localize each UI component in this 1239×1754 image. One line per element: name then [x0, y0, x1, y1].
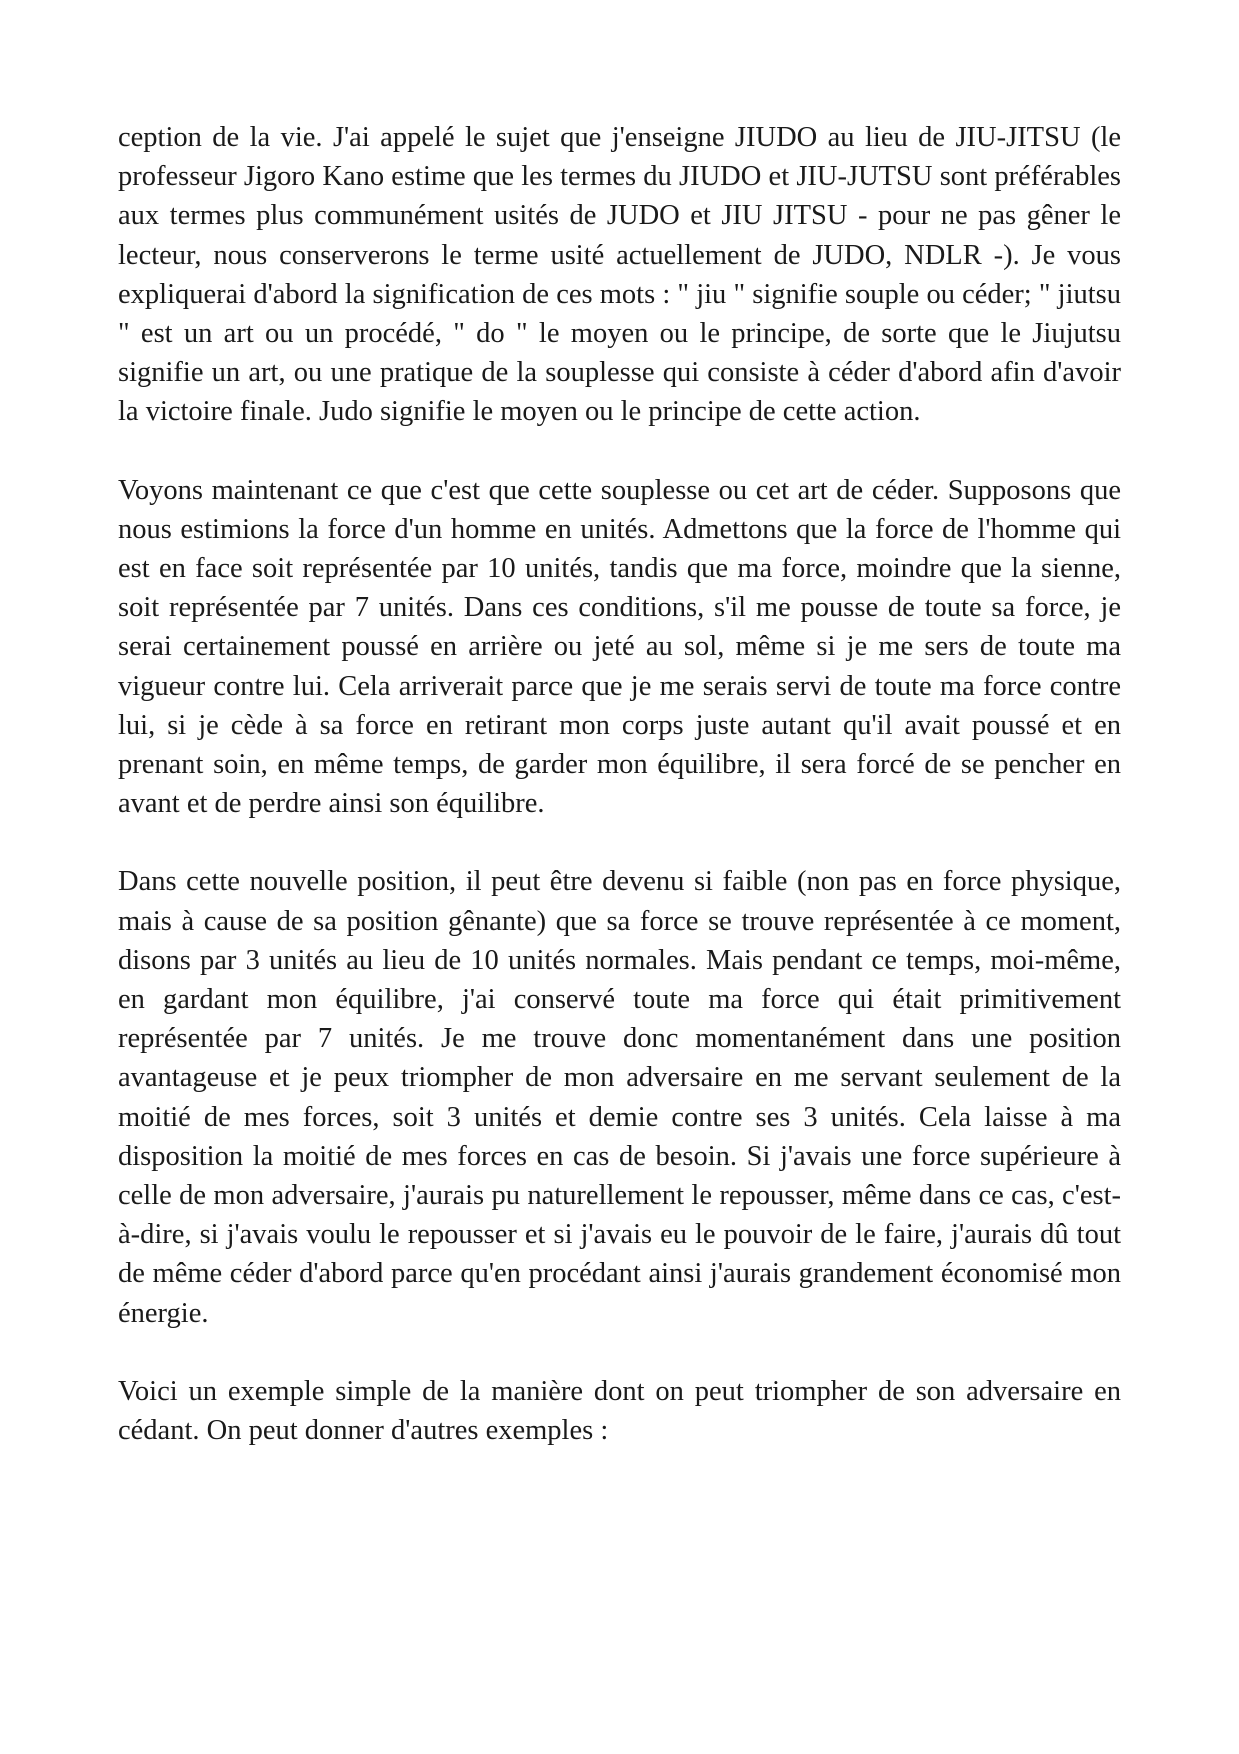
body-text: [118, 118, 1121, 1450]
paragraph-1: ception de la vie. J'ai appelé le sujet que j'enseigne JIUDO au lieu de JIU-JITSU (le professeur Jigoro Kano estime que les termes du JIUDO et JIU-JUTSU sont préférables aux termes plus communément usités de JUDO et JIU JITSU - pour ne pas gêner le lecteur, nous conserverons le terme usité actuellement de JUDO, NDLR -). Je vous expliquerai d'abord la signification de ces mots : " jiu " signifie souple ou céder; " jiutsu " est un art ou un procédé, " do " le moyen ou le principe, de sorte que le Jiujutsu signifie un art, ou une pratique de la souplesse qui consiste à céder d'abord afin d'avoir la victoire finale. Judo signifie le moyen ou le principe de cette action.: [118, 122, 1121, 428]
paragraph-4: Voici un exemple simple de la manière dont on peut triompher de son adversaire en cédant. On peut donner d'autres exemples :: [118, 1375, 1121, 1447]
paragraph-2: Voyons maintenant ce que c'est que cette souplesse ou cet art de céder. Supposons que nous estimions la force d'un homme en unités. Admettons que la force de l'homme qui est en face soit représentée par 10 unités, tandis que ma force, moindre que la sienne, soit représentée par 7 unités. Dans ces conditions, s'il me pousse de toute sa force, je serai certainement poussé en arrière ou jeté au sol, même si je me sers de toute ma vigueur contre lui. Cela arriverait parce que je me serais servi de toute ma force contre lui, si je cède à sa force en retirant mon corps juste autant qu'il avait poussé et en prenant soin, en même temps, de garder mon équilibre, il sera forcé de se pencher en avant et de perdre ainsi son équilibre.: [118, 474, 1121, 820]
paragraph-3: Dans cette nouvelle position, il peut être devenu si faible (non pas en force physique, mais à cause de sa position gênante) que sa force se trouve représentée à ce moment, disons par 3 unités au lieu de 10 unités normales. Mais pendant ce temps, moi-même, en gardant mon équilibre, j'ai conservé toute ma force qui était primitivement représentée par 7 unités. Je me trouve donc momentanément dans une position avantageuse et je peux triompher de mon adversaire en me servant seulement de la moitié de mes forces, soit 3 unités et demie contre ses 3 unités. Cela laisse à ma disposition la moitié de mes forces en cas de besoin. Si j'avais une force supérieure à celle de mon adversaire, j'aurais pu naturellement le repousser, même dans ce cas, c'est-à-dire, si j'avais voulu le repousser et si j'avais eu le pouvoir de le faire, j'aurais dû tout de même céder d'abord parce qu'en procédant ainsi j'aurais grandement économisé mon énergie.: [118, 866, 1121, 1329]
